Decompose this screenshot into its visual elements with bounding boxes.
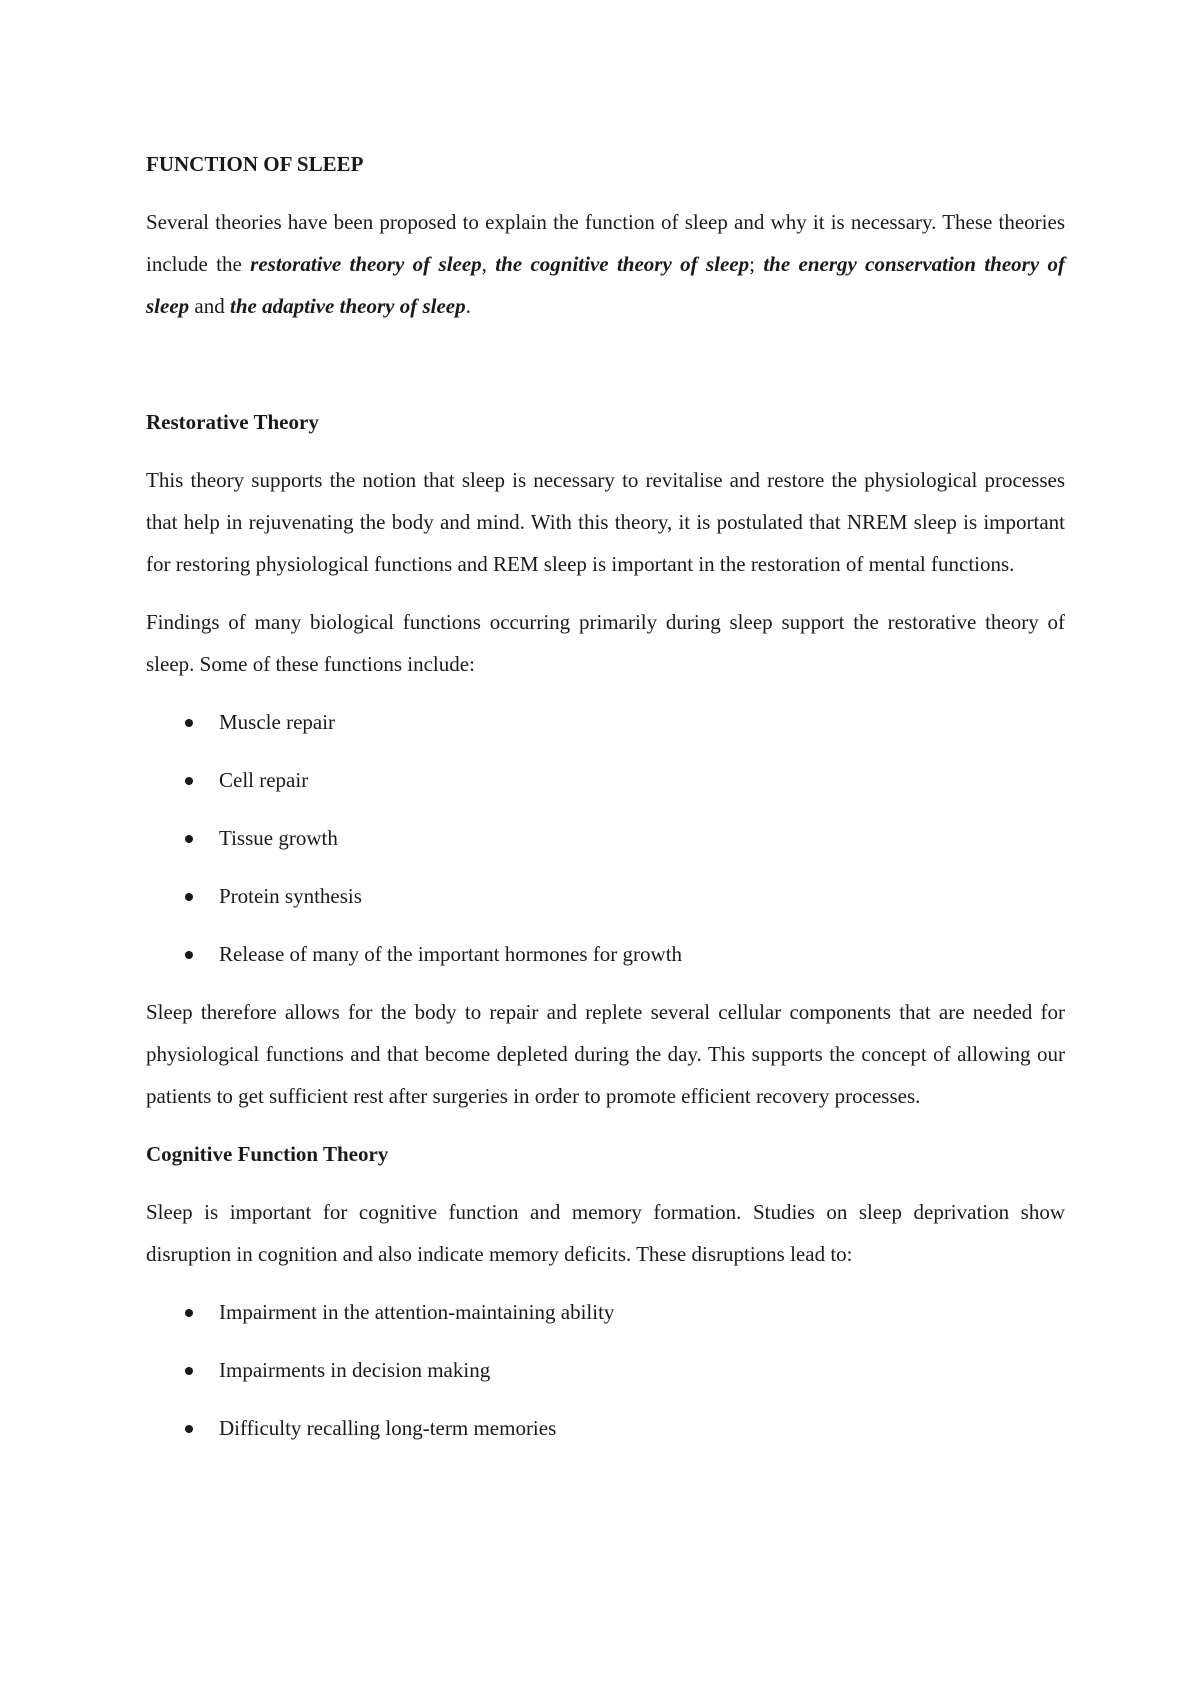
- intro-separator: and: [189, 294, 230, 318]
- cognitive-paragraph-1: Sleep is important for cognitive function and memory formation. Studies on sleep deprivation show disruption in cognition and also indicate memory deficits. These disruptions lead to:: [146, 1200, 1065, 1266]
- restorative-heading: Restorative Theory: [146, 410, 319, 434]
- list-item-text: Muscle repair: [219, 710, 336, 734]
- restorative-paragraph-2: Findings of many biological functions occurring primarily during sleep support the restorative theory of sleep. Some of these functions include:: [146, 610, 1065, 676]
- theory-adaptive: the adaptive theory of sleep: [229, 294, 466, 318]
- list-item-text: Impairment in the attention-maintaining ability: [219, 1300, 615, 1324]
- list-item: [146, 1291, 1065, 1333]
- list-item: [146, 933, 1065, 975]
- list-item: [146, 875, 1065, 917]
- intro-separator: ;: [749, 252, 764, 276]
- section-spacer: [146, 327, 1065, 401]
- cognitive-effects-list: [146, 1291, 1065, 1449]
- list-item: [146, 1349, 1065, 1391]
- theory-energy-conservation: the energy conservation theory of sleep: [146, 252, 1066, 318]
- cognitive-heading: Cognitive Function Theory: [146, 1142, 389, 1166]
- restorative-paragraph-3: Sleep therefore allows for the body to repair and replete several cellular components that are needed for physiological functions and that become depleted during the day. This supports the concept of allowing our patients to get sufficient rest after surgeries in order to promote efficient recovery processes.: [146, 1000, 1065, 1108]
- theory-restorative: restorative theory of sleep: [250, 252, 482, 276]
- list-item-text: Tissue growth: [219, 826, 338, 850]
- intro-separator: ,: [481, 252, 496, 276]
- bullet-icon: [185, 1367, 193, 1375]
- restorative-paragraph-1: This theory supports the notion that sleep is necessary to revitalise and restore the physiological processes that help in rejuvenating the body and mind. With this theory, it is postulated that NREM sleep is important for restoring physiological functions and REM sleep is important in the restoration of mental functions.: [146, 468, 1065, 576]
- bullet-icon: [185, 1425, 193, 1433]
- document-body: [146, 143, 1065, 1465]
- bullet-icon: [185, 835, 193, 843]
- bullet-icon: [185, 1309, 193, 1317]
- list-item-text: Release of many of the important hormones for growth: [219, 942, 683, 966]
- intro-paragraph: [146, 201, 1065, 327]
- intro-end: .: [465, 294, 471, 318]
- restorative-functions-list: [146, 701, 1065, 975]
- list-item: [146, 701, 1065, 743]
- bullet-icon: [185, 777, 193, 785]
- list-item: [146, 759, 1065, 801]
- bullet-icon: [185, 951, 193, 959]
- bullet-icon: [185, 719, 193, 727]
- list-item: [146, 817, 1065, 859]
- list-item-text: Impairments in decision making: [219, 1358, 491, 1382]
- bullet-icon: [185, 893, 193, 901]
- theory-cognitive: the cognitive theory of sleep: [495, 252, 750, 276]
- list-item: [146, 1407, 1065, 1449]
- intro-text: Several theories have been proposed to explain the function of sleep and why it is necessary. These theories include the: [146, 210, 1065, 276]
- document-title: FUNCTION OF SLEEP: [146, 152, 364, 176]
- list-item-text: Cell repair: [219, 768, 309, 792]
- list-item-text: Protein synthesis: [219, 884, 362, 908]
- list-item-text: Difficulty recalling long-term memories: [219, 1416, 557, 1440]
